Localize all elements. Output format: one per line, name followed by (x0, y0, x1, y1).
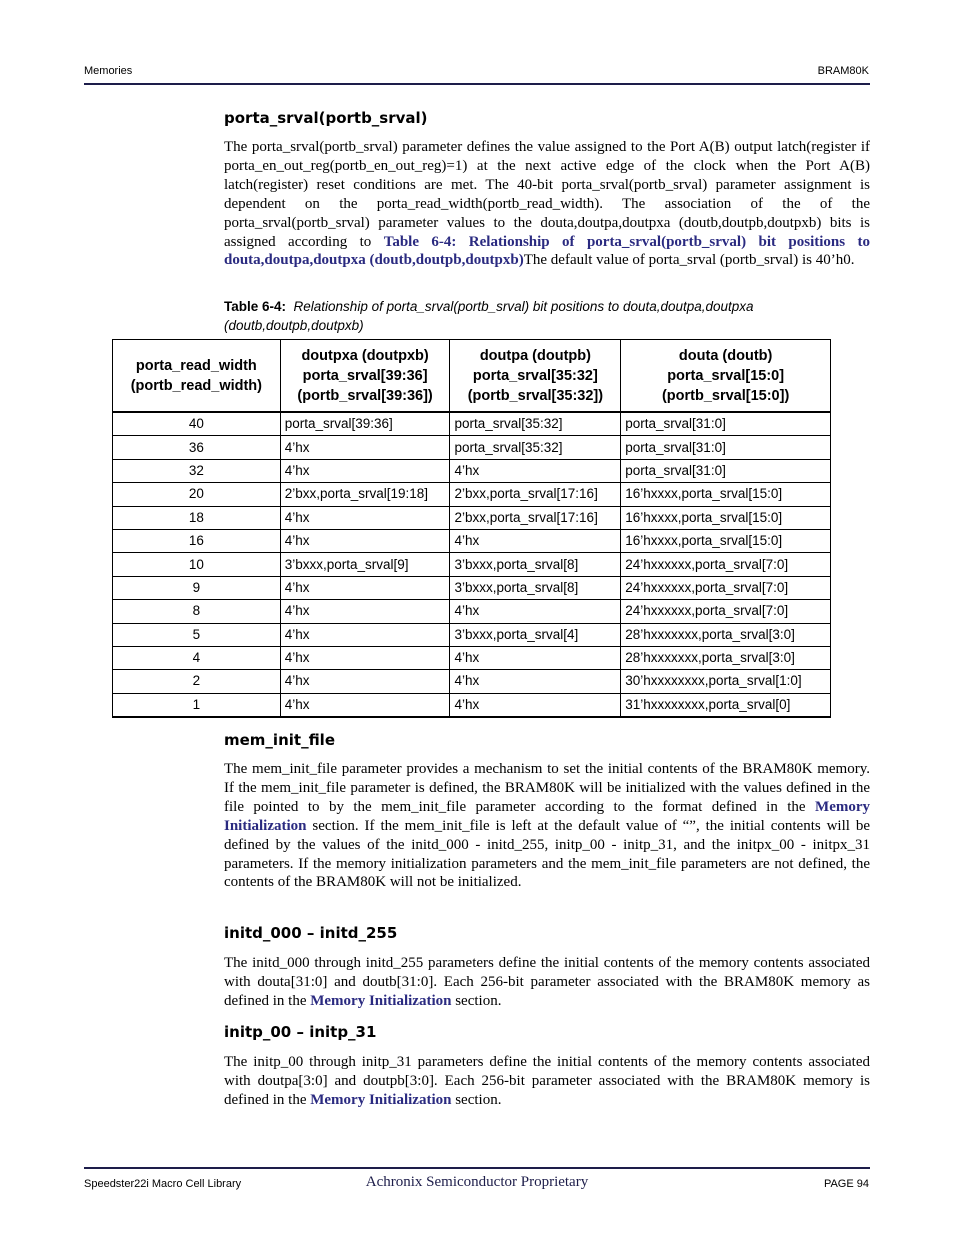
table-cell: porta_srval[39:36] (280, 412, 450, 436)
table-cell: porta_srval[35:32] (450, 412, 621, 436)
table-header-line: (portb_srval[35:32]) (467, 387, 604, 404)
table-cell: 4’hx (450, 693, 621, 717)
table-cell: 1 (113, 693, 281, 717)
table-cell: 4’hx (280, 623, 450, 646)
table-row (113, 646, 831, 669)
table-cell: 8 (113, 600, 281, 623)
table-cell: 16 (113, 529, 281, 552)
table-cell: 31’hxxxxxxxx,porta_srval[0] (621, 693, 831, 717)
table-cell: 2’bxx,porta_srval[17:16] (450, 506, 621, 529)
table-cell: 5 (113, 623, 281, 646)
table-cell: 32 (113, 459, 281, 482)
footer-page-number: PAGE 94 (823, 1178, 869, 1190)
table-header-line: doutpxa (doutpxb) (301, 347, 429, 364)
section-paragraph-porta-srval: The porta_srval(portb_srval) parameter defines the value assigned to the Port A(B) output latch(register if porta_en_out_reg(portb_en_out_reg)=1) at the next active edge of the clock when the Port A(B) latch(register) reset conditions are met. The 40-bit porta_srval(portb_srval) parameter assignment is dependent on the porta_read_width(portb_read_width). The association of the of the porta_srval(portb_srval) parameter values to the douta,doutpa,doutpxa (doutb,doutpb,doutpxb) bits is assigned according to Table 6-4: Relationship of porta_srval(portb_srval) bit positions to douta,doutpa,doutpxa (doutb,doutpb,doutpxb)The default value of porta_srval (portb_srval) is 40’h0. (224, 139, 870, 269)
table-cell: 28’hxxxxxxx,porta_srval[3:0] (621, 623, 831, 646)
table-6-4-link[interactable]: Table 6-4: Relationship of porta_srval(portb_srval) bit positions to douta,doutpa,doutpxa (doutb,doutpb,doutpxb) (224, 233, 870, 269)
table-caption: Table 6-4: Relationship of porta_srval(portb_srval) bit positions to douta,doutpa,doutpxa (doutb,doutpb,doutpxb) (224, 299, 754, 333)
table-row (113, 623, 831, 646)
footer-proprietary: Achronix Semiconductor Proprietary (365, 1174, 589, 1190)
table-row (113, 600, 831, 623)
table-cell: 4’hx (450, 529, 621, 552)
table-cell: porta_srval[31:0] (621, 412, 831, 436)
table-cell: 4’hx (280, 506, 450, 529)
table-header-line: porta_srval[35:32] (472, 367, 598, 384)
table-cell: 40 (113, 412, 281, 436)
table-row (113, 576, 831, 599)
table-row (113, 506, 831, 529)
table-header-line: porta_read_width (135, 357, 257, 374)
table-cell: 10 (113, 553, 281, 576)
table-cell: 28’hxxxxxxx,porta_srval[3:0] (621, 646, 831, 669)
table-cell: 4’hx (450, 600, 621, 623)
table-cell: 4’hx (280, 436, 450, 459)
table-cell: 4’hx (280, 646, 450, 669)
table-cell: 36 (113, 436, 281, 459)
table-header-line: (portb_srval[15:0]) (661, 387, 790, 404)
page-header-section: Memories (84, 65, 133, 77)
table-cell: 4’hx (450, 670, 621, 693)
memory-initialization-link[interactable]: Memory Initialization (224, 798, 870, 834)
table-cell: 4’hx (280, 600, 450, 623)
table-cell: 4 (113, 646, 281, 669)
table-cell: 4’hx (280, 576, 450, 599)
table-cell: 2’bxx,porta_srval[17:16] (450, 483, 621, 506)
table-header-line: porta_srval[39:36] (302, 367, 428, 384)
section-title-mem-init-file: mem_init_file (224, 731, 335, 749)
table-cell: 4’hx (280, 693, 450, 717)
table-row (113, 459, 831, 482)
table-cell: 30’hxxxxxxxx,porta_srval[1:0] (621, 670, 831, 693)
section-paragraph-mem-init-file: The mem_init_file parameter provides a mechanism to set the initial contents of the BRAM80K memory. If the mem_init_file parameter is defined, the BRAM80K will be initialized with the values defined in the file pointed to by the mem_init_file parameter according to the format defined in the Memory Initialization section. If the mem_init_file is left at the default value of “”, the initial contents will be defined by the values of the initd_000 - initd_255, initp_00 - initp_31, and the initpx_00 - initpx_31 parameters. If the memory initialization parameters and the mem_init_file parameters are not defined, the contents of the BRAM80K will not be initialized. (224, 761, 870, 891)
table-header-line: (portb_read_width) (130, 377, 262, 394)
footer-rule (84, 1167, 870, 1169)
section-title-initp: initp_00 – initp_31 (224, 1023, 377, 1041)
table-cell: 24’hxxxxxx,porta_srval[7:0] (621, 600, 831, 623)
table-header-line: (portb_srval[39:36]) (297, 387, 433, 404)
table-row (113, 529, 831, 552)
table-cell: porta_srval[31:0] (621, 436, 831, 459)
table-cell: 3’bxxx,porta_srval[9] (280, 553, 450, 576)
page-header-title: BRAM80K (817, 65, 869, 77)
table-cell: 2 (113, 670, 281, 693)
table-header-line: porta_srval[15:0] (667, 367, 785, 384)
table-header-row (113, 340, 831, 413)
memory-initialization-link[interactable]: Memory Initialization (310, 992, 452, 1009)
table-cell: 4’hx (450, 459, 621, 482)
table-row (113, 693, 831, 717)
table-row (113, 670, 831, 693)
srval-bit-table (112, 339, 831, 718)
table-cell: 9 (113, 576, 281, 599)
table-cell: 2’bxx,porta_srval[19:18] (280, 483, 450, 506)
table-cell: 3’bxxx,porta_srval[8] (450, 553, 621, 576)
table-cell: 3’bxxx,porta_srval[8] (450, 576, 621, 599)
table-row (113, 483, 831, 506)
header-rule (84, 83, 870, 85)
table-cell: 16’hxxxx,porta_srval[15:0] (621, 483, 831, 506)
footer-doc-title: Speedster22i Macro Cell Library (84, 1178, 242, 1190)
table-header-cell (621, 340, 831, 413)
table-row (113, 553, 831, 576)
table-cell: porta_srval[31:0] (621, 459, 831, 482)
table-header-line: douta (doutb) (678, 347, 773, 364)
table-row (113, 436, 831, 459)
table-row (113, 412, 831, 436)
table-cell: 4’hx (450, 646, 621, 669)
memory-initialization-link[interactable]: Memory Initialization (310, 1091, 452, 1108)
table-cell: 3’bxxx,porta_srval[4] (450, 623, 621, 646)
table-header-cell (450, 340, 621, 413)
section-paragraph-initd: The initd_000 through initd_255 parameters define the initial contents of the memory contents associated with douta[31:0] and doutb[31:0]. Each 256-bit parameter associated with the BRAM80K memory as defined in the Memory Initialization section. (224, 955, 870, 1009)
table-header-cell (113, 340, 281, 413)
table-cell: 4’hx (280, 459, 450, 482)
table-cell: 16’hxxxx,porta_srval[15:0] (621, 506, 831, 529)
table-cell: 16’hxxxx,porta_srval[15:0] (621, 529, 831, 552)
table-cell: 20 (113, 483, 281, 506)
table-cell: porta_srval[35:32] (450, 436, 621, 459)
table-cell: 24’hxxxxxx,porta_srval[7:0] (621, 576, 831, 599)
section-title-porta-srval: porta_srval(portb_srval) (224, 109, 428, 127)
table-cell: 4’hx (280, 670, 450, 693)
table-cell: 4’hx (280, 529, 450, 552)
table-header-cell (280, 340, 450, 413)
table-cell: 18 (113, 506, 281, 529)
section-title-initd: initd_000 – initd_255 (224, 924, 398, 942)
table-header-line: doutpa (doutpb) (479, 347, 591, 364)
section-paragraph-initp: The initp_00 through initp_31 parameters define the initial contents of the memory contents associated with doutpa[3:0] and doutpb[3:0]. Each 256-bit parameter associated with the BRAM80K memory is defined in the Memory Initialization section. (224, 1054, 870, 1108)
table-cell: 24’hxxxxxx,porta_srval[7:0] (621, 553, 831, 576)
